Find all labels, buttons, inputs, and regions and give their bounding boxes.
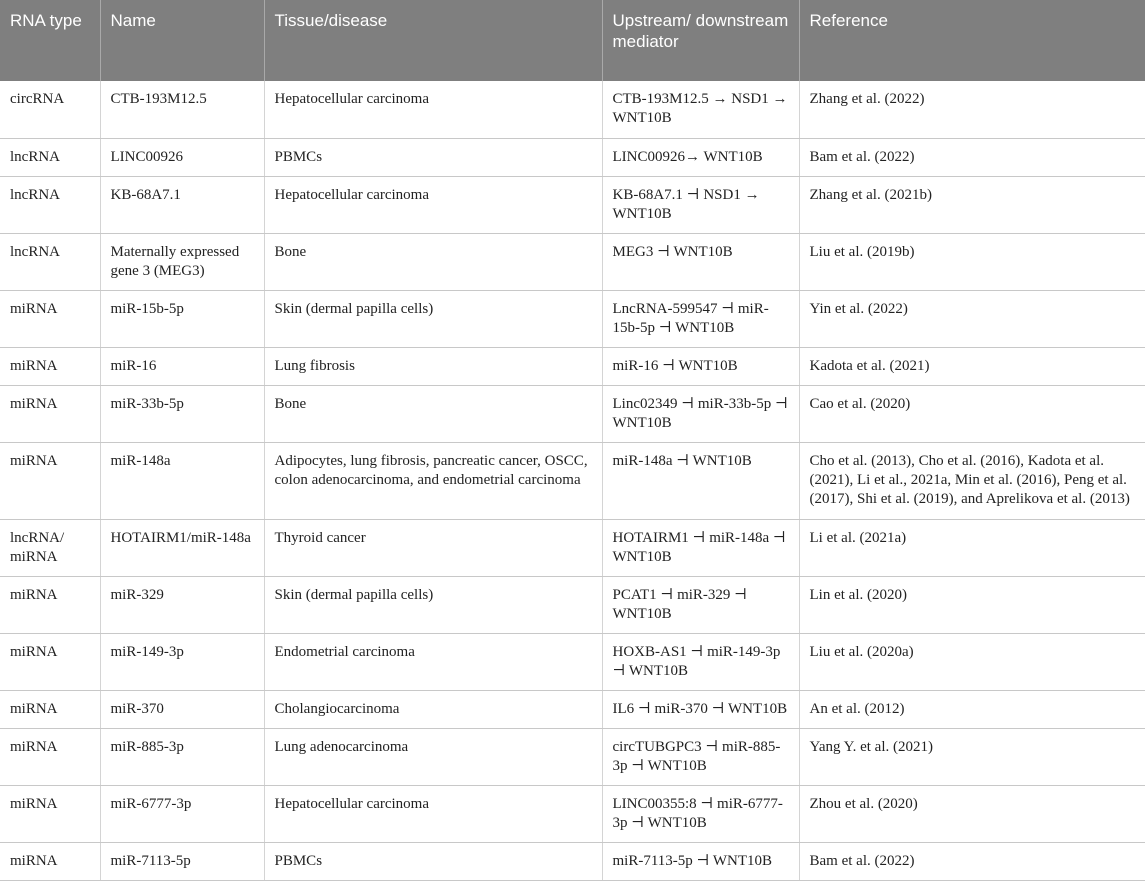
cell-mediator: Linc02349 ⊣ miR-33b-5p ⊣ WNT10B (602, 385, 799, 442)
cell-rna-type: miRNA (0, 690, 100, 728)
cell-reference: Yang Y. et al. (2021) (799, 728, 1145, 785)
cell-rna-type: circRNA (0, 81, 100, 138)
cell-mediator: miR-16 ⊣ WNT10B (602, 347, 799, 385)
table-row (0, 785, 1145, 842)
cell-name: miR-148a (100, 442, 264, 519)
cell-mediator: HOXB-AS1 ⊣ miR-149-3p ⊣ WNT10B (602, 633, 799, 690)
cell-tissue-disease: Cholangiocarcinoma (264, 690, 602, 728)
cell-mediator: LINC00355:8 ⊣ miR-6777-3p ⊣ WNT10B (602, 785, 799, 842)
cell-rna-type: lncRNA/ miRNA (0, 519, 100, 576)
cell-name: LINC00926 (100, 138, 264, 176)
table-row (0, 519, 1145, 576)
table-row (0, 347, 1145, 385)
table-row (0, 633, 1145, 690)
cell-tissue-disease: PBMCs (264, 842, 602, 880)
cell-rna-type: miRNA (0, 728, 100, 785)
cell-mediator: circTUBGPC3 ⊣ miR-885-3p ⊣ WNT10B (602, 728, 799, 785)
table-row (0, 176, 1145, 233)
cell-reference: Liu et al. (2020a) (799, 633, 1145, 690)
cell-name: HOTAIRM1/miR-148a (100, 519, 264, 576)
header-name: Name (100, 0, 264, 81)
cell-name: KB-68A7.1 (100, 176, 264, 233)
cell-tissue-disease: PBMCs (264, 138, 602, 176)
cell-tissue-disease: Endometrial carcinoma (264, 633, 602, 690)
cell-reference: Cao et al. (2020) (799, 385, 1145, 442)
cell-mediator: miR-148a ⊣ WNT10B (602, 442, 799, 519)
table-row (0, 842, 1145, 880)
cell-rna-type: miRNA (0, 347, 100, 385)
cell-mediator: LINC00926→ WNT10B (602, 138, 799, 176)
cell-mediator: PCAT1 ⊣ miR-329 ⊣ WNT10B (602, 576, 799, 633)
cell-mediator: LncRNA-599547 ⊣ miR-15b-5p ⊣ WNT10B (602, 290, 799, 347)
cell-reference: Liu et al. (2019b) (799, 233, 1145, 290)
cell-mediator: MEG3 ⊣ WNT10B (602, 233, 799, 290)
cell-name: miR-7113-5p (100, 842, 264, 880)
cell-reference: Bam et al. (2022) (799, 138, 1145, 176)
table-row (0, 442, 1145, 519)
cell-rna-type: lncRNA (0, 176, 100, 233)
cell-tissue-disease: Bone (264, 385, 602, 442)
cell-name: Maternally expressed gene 3 (MEG3) (100, 233, 264, 290)
header-row (0, 0, 1145, 81)
cell-reference: Yin et al. (2022) (799, 290, 1145, 347)
cell-mediator: IL6 ⊣ miR-370 ⊣ WNT10B (602, 690, 799, 728)
cell-name: miR-15b-5p (100, 290, 264, 347)
table-row (0, 690, 1145, 728)
header-mediator: Upstream/ downstream mediator (602, 0, 799, 81)
cell-tissue-disease: Lung fibrosis (264, 347, 602, 385)
cell-rna-type: miRNA (0, 442, 100, 519)
header-reference: Reference (799, 0, 1145, 81)
cell-rna-type: miRNA (0, 785, 100, 842)
cell-rna-type: miRNA (0, 290, 100, 347)
cell-tissue-disease: Skin (dermal papilla cells) (264, 290, 602, 347)
table-row (0, 81, 1145, 138)
cell-rna-type: lncRNA (0, 138, 100, 176)
table-header (0, 0, 1145, 81)
cell-tissue-disease: Adipocytes, lung fibrosis, pancreatic cancer, OSCC, colon adenocarcinoma, and endometrial carcinoma (264, 442, 602, 519)
table-row (0, 385, 1145, 442)
cell-reference: Lin et al. (2020) (799, 576, 1145, 633)
cell-mediator: HOTAIRM1 ⊣ miR-148a ⊣ WNT10B (602, 519, 799, 576)
table-body (0, 81, 1145, 880)
cell-mediator: miR-7113-5p ⊣ WNT10B (602, 842, 799, 880)
cell-mediator: KB-68A7.1 ⊣ NSD1 → WNT10B (602, 176, 799, 233)
cell-reference: Zhang et al. (2021b) (799, 176, 1145, 233)
cell-reference: Kadota et al. (2021) (799, 347, 1145, 385)
table-row (0, 233, 1145, 290)
table-row (0, 728, 1145, 785)
table-row (0, 290, 1145, 347)
cell-reference: Cho et al. (2013), Cho et al. (2016), Kadota et al. (2021), Li et al., 2021a, Min et al. (2016), Peng et al. (2017), Shi et al. (2019), and Aprelikova et al. (2013) (799, 442, 1145, 519)
cell-tissue-disease: Thyroid cancer (264, 519, 602, 576)
cell-name: miR-329 (100, 576, 264, 633)
cell-tissue-disease: Bone (264, 233, 602, 290)
cell-name: miR-6777-3p (100, 785, 264, 842)
table-row (0, 138, 1145, 176)
cell-name: miR-885-3p (100, 728, 264, 785)
cell-name: miR-16 (100, 347, 264, 385)
table-row (0, 576, 1145, 633)
cell-tissue-disease: Hepatocellular carcinoma (264, 176, 602, 233)
cell-rna-type: miRNA (0, 633, 100, 690)
header-rna-type: RNA type (0, 0, 100, 81)
cell-tissue-disease: Skin (dermal papilla cells) (264, 576, 602, 633)
cell-rna-type: miRNA (0, 842, 100, 880)
cell-tissue-disease: Hepatocellular carcinoma (264, 785, 602, 842)
cell-name: miR-33b-5p (100, 385, 264, 442)
cell-reference: Bam et al. (2022) (799, 842, 1145, 880)
cell-tissue-disease: Lung adenocarcinoma (264, 728, 602, 785)
cell-reference: Zhou et al. (2020) (799, 785, 1145, 842)
cell-reference: Zhang et al. (2022) (799, 81, 1145, 138)
cell-name: CTB-193M12.5 (100, 81, 264, 138)
cell-reference: Li et al. (2021a) (799, 519, 1145, 576)
cell-mediator: CTB-193M12.5 → NSD1 → WNT10B (602, 81, 799, 138)
cell-tissue-disease: Hepatocellular carcinoma (264, 81, 602, 138)
cell-rna-type: lncRNA (0, 233, 100, 290)
cell-name: miR-370 (100, 690, 264, 728)
cell-rna-type: miRNA (0, 385, 100, 442)
cell-rna-type: miRNA (0, 576, 100, 633)
header-tissue-disease: Tissue/disease (264, 0, 602, 81)
cell-name: miR-149-3p (100, 633, 264, 690)
cell-reference: An et al. (2012) (799, 690, 1145, 728)
